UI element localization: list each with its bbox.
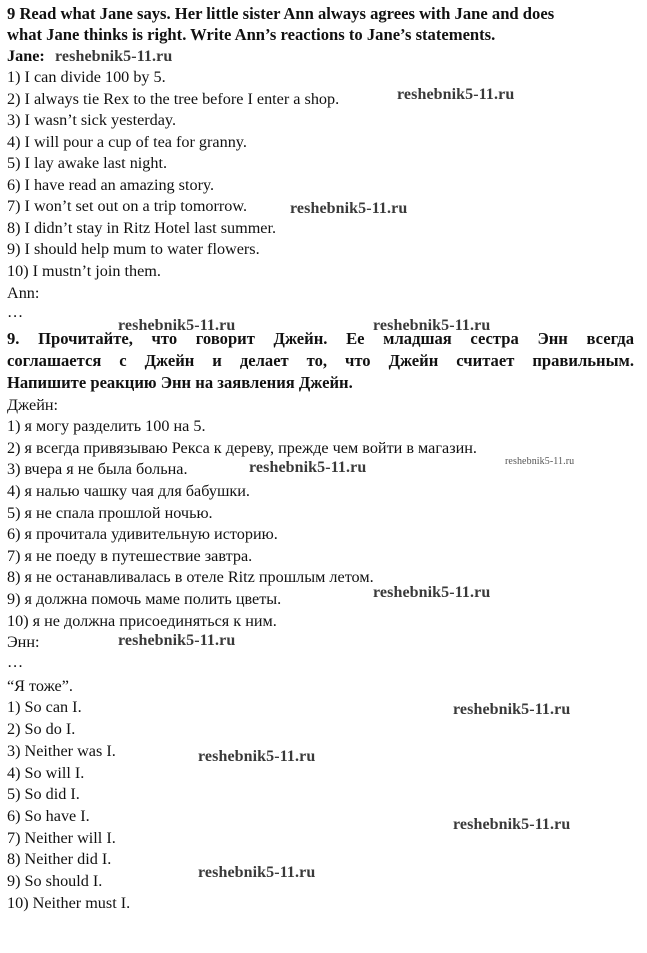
- watermark: reshebnik5-11.ru: [118, 632, 236, 649]
- watermark: reshebnik5-11.ru: [397, 86, 515, 103]
- statement-en-8: 8) I didn’t stay in Ritz Hotel last summer.: [7, 219, 277, 237]
- answer-7: 7) Neither will I.: [7, 829, 116, 847]
- answer-8: 8) Neither did I.: [7, 850, 112, 868]
- russian-task-line-2: соглашается с Джейн и делает то, что Джейн считает правильным.: [7, 351, 634, 370]
- answer-10: 10) Neither must I.: [7, 894, 131, 912]
- answer-1: 1) So can I.: [7, 698, 82, 716]
- statement-ru-8: 8) я не останавливалась в отеле Ritz прошлым летом.: [7, 568, 374, 586]
- answer-title: “Я тоже”.: [7, 677, 73, 695]
- statement-en-2: 2) I always tie Rex to the tree before I enter a shop.: [7, 90, 340, 108]
- russian-task-line-1: 9. Прочитайте, что говорит Джейн. Ее младшая сестра Энн всегда: [7, 329, 634, 348]
- watermark: reshebnik5-11.ru: [373, 317, 491, 334]
- statement-ru-4: 4) я налью чашку чая для бабушки.: [7, 482, 250, 500]
- statement-en-7: 7) I won’t set out on a trip tomorrow.: [7, 197, 248, 215]
- english-task-line-2: what Jane thinks is right. Write Ann’s reactions to Jane’s statements.: [7, 25, 496, 44]
- statement-en-6: 6) I have read an amazing story.: [7, 176, 215, 194]
- ann-label: Ann:: [7, 284, 40, 302]
- statement-en-10: 10) I mustn’t join them.: [7, 262, 161, 280]
- watermark: reshebnik5-11.ru: [198, 864, 316, 881]
- watermark: reshebnik5-11.ru: [290, 200, 408, 217]
- statement-ru-2: 2) я всегда привязываю Рекса к дереву, прежде чем войти в магазин.: [7, 439, 477, 457]
- statement-ru-1: 1) я могу разделить 100 на 5.: [7, 417, 206, 435]
- jane-label: Jane:: [7, 47, 45, 65]
- ellipsis-en: …: [7, 303, 24, 321]
- watermark: reshebnik5-11.ru: [453, 816, 571, 833]
- answer-9: 9) So should I.: [7, 872, 103, 890]
- statement-ru-3: 3) вчера я не была больна.: [7, 460, 188, 478]
- statement-ru-9: 9) я должна помочь маме полить цветы.: [7, 590, 282, 608]
- statement-en-4: 4) I will pour a cup of tea for granny.: [7, 133, 247, 151]
- watermark: reshebnik5-11.ru: [118, 317, 236, 334]
- watermark: reshebnik5-11.ru: [373, 584, 491, 601]
- watermark: reshebnik5-11.ru: [198, 748, 316, 765]
- statement-en-3: 3) I wasn’t sick yesterday.: [7, 111, 177, 129]
- statement-en-9: 9) I should help mum to water flowers.: [7, 240, 260, 258]
- statement-ru-7: 7) я не поеду в путешествие завтра.: [7, 547, 253, 565]
- statement-ru-10: 10) я не должна присоединяться к ним.: [7, 612, 277, 630]
- ellipsis-ru: …: [7, 653, 24, 671]
- statement-ru-6: 6) я прочитала удивительную историю.: [7, 525, 278, 543]
- answer-3: 3) Neither was I.: [7, 742, 116, 760]
- jane-label-ru: Джейн:: [7, 396, 59, 414]
- answer-6: 6) So have I.: [7, 807, 90, 825]
- statement-ru-5: 5) я не спала прошлой ночью.: [7, 504, 213, 522]
- answer-2: 2) So do I.: [7, 720, 76, 738]
- russian-task-line-3: Напишите реакцию Энн на заявления Джейн.: [7, 373, 353, 392]
- answer-5: 5) So did I.: [7, 785, 80, 803]
- statement-en-5: 5) I lay awake last night.: [7, 154, 168, 172]
- english-task-line-1: 9 Read what Jane says. Her little sister Ann always agrees with Jane and does: [7, 4, 555, 23]
- statement-en-1: 1) I can divide 100 by 5.: [7, 68, 166, 86]
- watermark: reshebnik5-11.ru: [453, 701, 571, 718]
- watermark: reshebnik5-11.ru: [505, 456, 575, 467]
- answer-4: 4) So will I.: [7, 764, 85, 782]
- watermark: reshebnik5-11.ru: [249, 459, 367, 476]
- watermark: reshebnik5-11.ru: [55, 48, 173, 65]
- ann-label-ru: Энн:: [7, 633, 40, 651]
